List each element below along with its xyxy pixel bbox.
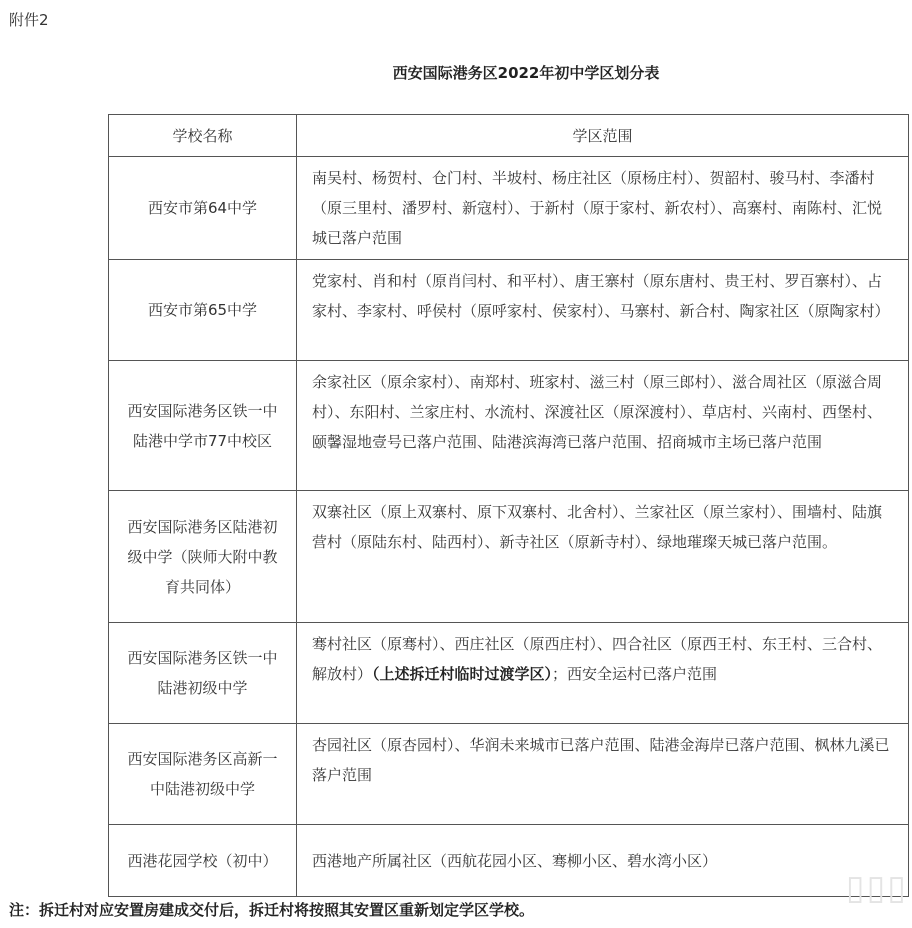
table-row — [109, 157, 909, 260]
table-row — [109, 260, 909, 361]
zone-range-tail: ；西安全运村已落户范围 — [552, 665, 718, 683]
school-name-cell: 西安国际港务区高新一中陆港初级中学 — [109, 724, 297, 825]
zone-range-cell: 余家社区（原余家村）、南郑村、班家村、滋三村（原三郎村）、滋合周社区（原滋合周村）、东阳村、兰家庄村、水流村、深渡社区（原深渡村）、草店村、兴南村、西堡村、颐馨湿地壹号已落户范围、陆港滨海湾已落户范围、招商城市主场已落户范围 — [297, 361, 909, 491]
table-row — [109, 491, 909, 623]
school-name-cell: 西安国际港务区铁一中陆港初级中学 — [109, 623, 297, 724]
header-zone-range: 学区范围 — [297, 115, 909, 157]
school-name-cell: 西安市第64中学 — [109, 157, 297, 260]
zone-range-cell: 西港地产所属社区（西航花园小区、骞柳小区、碧水湾小区） — [297, 825, 909, 897]
footnote: 注：拆迁村对应安置房建成交付后，拆迁村将按照其安置区重新划定学区学校。 — [9, 901, 535, 919]
school-name-cell: 西港花园学校（初中） — [109, 825, 297, 897]
temporary-zone-note: （上述拆迁村临时过渡学区） — [372, 665, 553, 683]
watermark-logo: ▯▯▯ — [845, 868, 908, 908]
document-title: 西安国际港务区2022年初中学区划分表 — [392, 64, 660, 82]
zone-range-cell: 杏园社区（原杏园村）、华润未来城市已落户范围、陆港金海岸已落户范围、枫林九溪已落户范围 — [297, 724, 909, 825]
table-row — [109, 623, 909, 724]
header-school-name: 学校名称 — [109, 115, 297, 157]
attachment-label: 附件2 — [9, 11, 49, 29]
school-name-cell: 西安国际港务区陆港初级中学（陕师大附中教育共同体） — [109, 491, 297, 623]
school-name-cell: 西安市第65中学 — [109, 260, 297, 361]
table-row — [109, 825, 909, 897]
table-row — [109, 724, 909, 825]
zone-range-cell: 双寨社区（原上双寨村、原下双寨村、北舍村）、兰家社区（原兰家村）、围墙村、陆旗营村（原陆东村、陆西村）、新寺社区（原新寺村）、绿地璀璨天城已落户范围。 — [297, 491, 909, 623]
table-row — [109, 361, 909, 491]
zone-range-cell — [297, 623, 909, 724]
school-name-cell: 西安国际港务区铁一中陆港中学市77中校区 — [109, 361, 297, 491]
zone-range-cell: 党家村、肖和村（原肖闫村、和平村）、唐王寨村（原东唐村、贵王村、罗百寨村）、占家村、李家村、呼侯村（原呼家村、侯家村）、马寨村、新合村、陶家社区（原陶家村） — [297, 260, 909, 361]
school-zone-table — [108, 114, 909, 897]
table-header-row — [109, 115, 909, 157]
zone-range-text: 骞村社区（原骞村）、西庄社区（原西庄村）、四合社区（原西王村、东王村、三合村、解放村） — [312, 635, 883, 683]
zone-range-cell: 南吴村、杨贺村、仓门村、半坡村、杨庄社区（原杨庄村）、贺韶村、骏马村、李潘村（原三里村、潘罗村、新寇村）、于新村（原于家村、新农村）、高寨村、南陈村、汇悦城已落户范围 — [297, 157, 909, 260]
